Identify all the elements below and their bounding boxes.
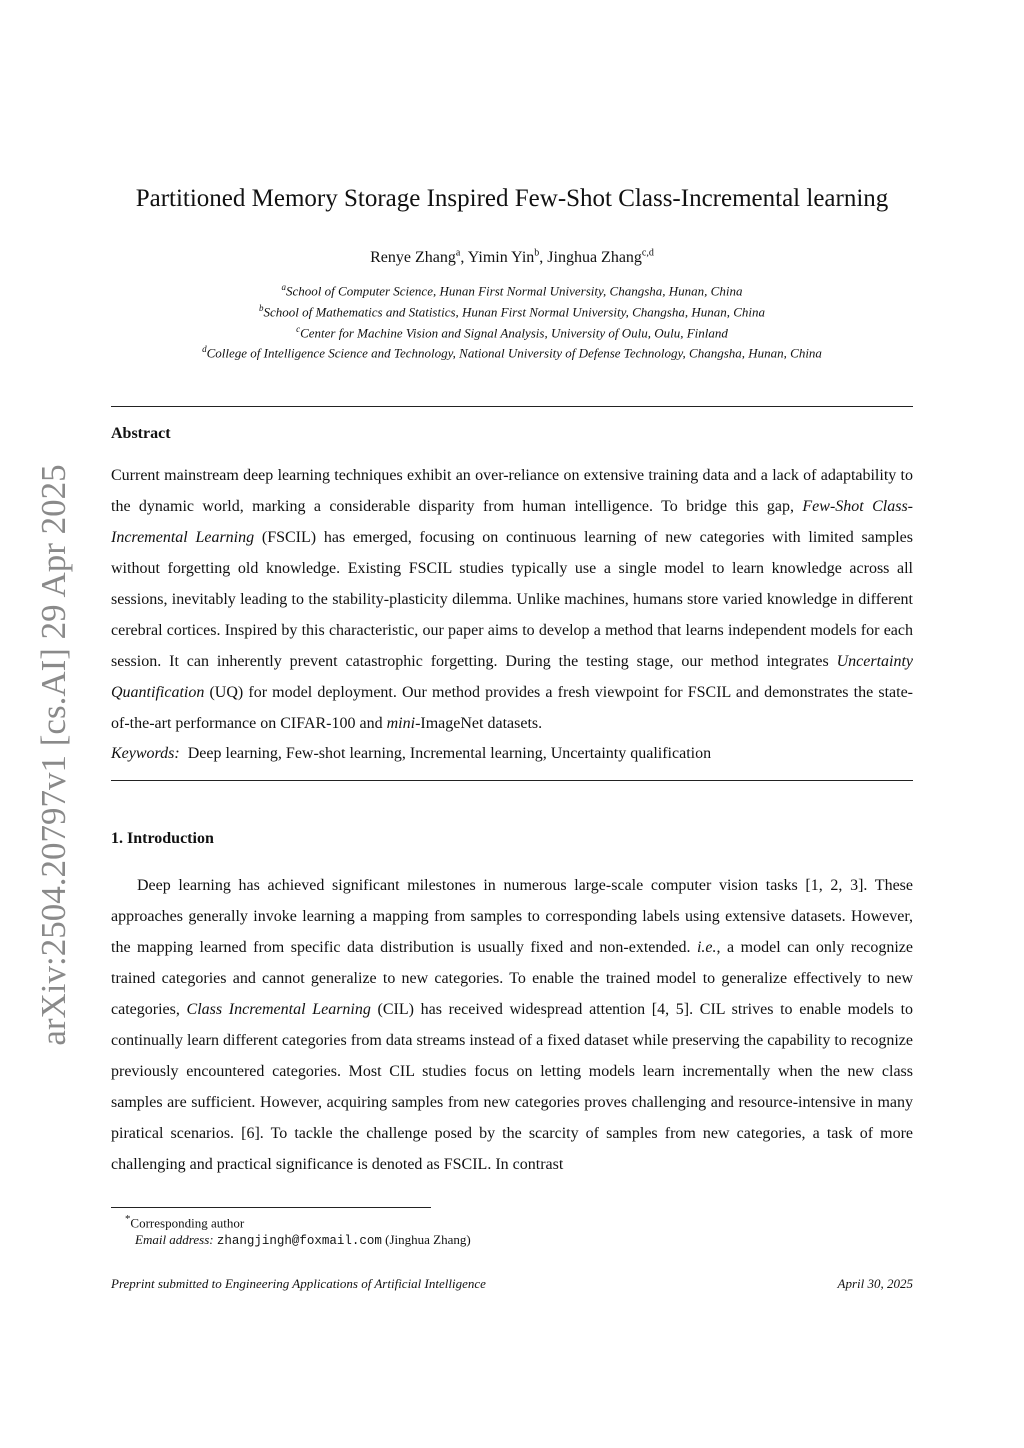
abstract-bottom-rule bbox=[111, 780, 913, 781]
abstract-text: Current mainstream deep learning techniques exhibit an over-reliance on extensive training data and a lack of adaptability to the dynamic world, marking a considerable disparity from human intelligence. To bridge this gap, bbox=[111, 467, 913, 515]
author bbox=[370, 249, 468, 266]
keywords-text: Deep learning, Few-shot learning, Incremental learning, Uncertainty qualification bbox=[187, 745, 712, 762]
affiliation-mark: b bbox=[258, 302, 264, 313]
abstract-body bbox=[111, 460, 913, 739]
abstract-term: mini bbox=[386, 715, 416, 732]
affiliation-text: Center for Machine Vision and Signal Analysis, University of Oulu, Oulu, Finland bbox=[300, 324, 728, 340]
affiliation bbox=[0, 279, 1024, 300]
introduction-body bbox=[111, 870, 913, 1180]
footnote-mark: * bbox=[125, 1213, 131, 1225]
affiliation bbox=[0, 300, 1024, 321]
author bbox=[468, 249, 548, 266]
intro-text: Deep learning has achieved significant milestones in numerous large-scale computer vision tasks [1, 2, 3]. These approaches generally invoke learning a mapping from samples to corresponding labels using extensive datasets. However, the mapping learned from specific data distribution is usually fixed and non-extended. bbox=[111, 877, 913, 956]
keywords bbox=[111, 740, 913, 768]
intro-text: , a model can only recognize trained categories and cannot generalize to new categories. To enable the trained model to generalize effectively to new categories, bbox=[111, 939, 914, 1018]
affiliation-text: School of Computer Science, Hunan First Normal University, Changsha, Hunan, China bbox=[286, 283, 743, 299]
paper-title: Partitioned Memory Storage Inspired Few-Shot Class-Incremental learning bbox=[135, 185, 889, 212]
abstract-text: -ImageNet datasets. bbox=[415, 715, 543, 732]
affiliation-mark: a bbox=[281, 282, 287, 292]
intro-term: Class Incremental Learning bbox=[186, 1001, 371, 1018]
intro-term: i.e. bbox=[696, 939, 717, 956]
author-affil-mark: c,d bbox=[641, 248, 654, 259]
intro-text: (CIL) has received widespread attention [4, 5]. CIL strives to enable models to continually learn different categories from data streams instead of a fixed dataset while preserving the capability to recognize previously encountered categories. Most CIL studies focus on letting models learn incrementally when the new class samples are sufficient. However, acquiring samples from new categories proves challenging and resource-intensive in many piratical scenarios. [6]. To tackle the challenge posed by the scarcity of samples from new categories, a task of more challenging and practical significance is denoted as FSCIL. In contrast bbox=[111, 1001, 914, 1173]
author-list bbox=[0, 243, 1024, 269]
affiliation-mark: c bbox=[296, 323, 301, 334]
affiliation-list bbox=[0, 279, 1024, 362]
footnote bbox=[111, 1211, 711, 1250]
affiliation-text: College of Intelligence Science and Technology, National University of Defense Technology, Changsha, Hunan, China bbox=[206, 345, 822, 361]
footnote-email bbox=[111, 1231, 711, 1250]
affiliation bbox=[0, 321, 1024, 342]
abstract-text: (FSCIL) has emerged, focusing on continuous learning of new categories with limited samples without forgetting old knowledge. Existing FSCIL studies typically use a single model to learn knowledge across all sessions, inevitably leading to the stability-plasticity dilemma. Unlike machines, humans store varied knowledge in different cerebral cortices. Inspired by this characteristic, our paper aims to develop a method that learns independent models for each session. It can inherently prevent catastrophic forgetting. During the testing stage, our method integrates bbox=[111, 529, 913, 670]
email-link[interactable]: zhangjingh@foxmail.com bbox=[216, 1234, 382, 1249]
footnote-corresponding bbox=[111, 1211, 711, 1231]
email-label: Email address: bbox=[135, 1232, 214, 1248]
affiliation-mark: d bbox=[202, 344, 207, 355]
keywords-label: Keywords: bbox=[111, 745, 180, 762]
author-name: Jinghua Zhang bbox=[547, 249, 642, 267]
footer-venue: Preprint submitted to Engineering Applications of Artificial Intelligence bbox=[111, 1276, 486, 1291]
author-affil-mark: b bbox=[534, 248, 540, 259]
section-heading: 1. Introduction bbox=[111, 830, 214, 847]
author bbox=[547, 249, 654, 266]
email-owner: (Jinghua Zhang) bbox=[385, 1232, 471, 1248]
footnote-corresponding-text: Corresponding author bbox=[130, 1215, 245, 1231]
abstract-term: Uncertainty Quantification bbox=[111, 653, 913, 701]
footer-date: April 30, 2025 bbox=[837, 1276, 913, 1291]
author-affil-mark: a bbox=[455, 248, 461, 259]
author-separator: , bbox=[460, 249, 468, 267]
abstract-heading: Abstract bbox=[111, 425, 171, 442]
author-name: Yimin Yin bbox=[467, 249, 535, 267]
affiliation bbox=[0, 341, 1024, 362]
author-separator: , bbox=[539, 249, 548, 267]
affiliation-text: School of Mathematics and Statistics, Hunan First Normal University, Changsha, Hunan, China bbox=[263, 304, 766, 320]
abstract-text: (UQ) for model deployment. Our method provides a fresh viewpoint for FSCIL and demonstrates the state-of-the-art performance on CIFAR-100 and bbox=[111, 684, 913, 732]
abstract-top-rule bbox=[111, 406, 913, 407]
arxiv-side-stamp: arXiv:2504.20797v1 [cs.AI] 29 Apr 2025 bbox=[34, 464, 73, 1046]
author-name: Renye Zhang bbox=[370, 249, 456, 267]
abstract-term: Few-Shot Class-Incremental Learning bbox=[111, 498, 913, 546]
footnote-rule bbox=[111, 1207, 431, 1208]
